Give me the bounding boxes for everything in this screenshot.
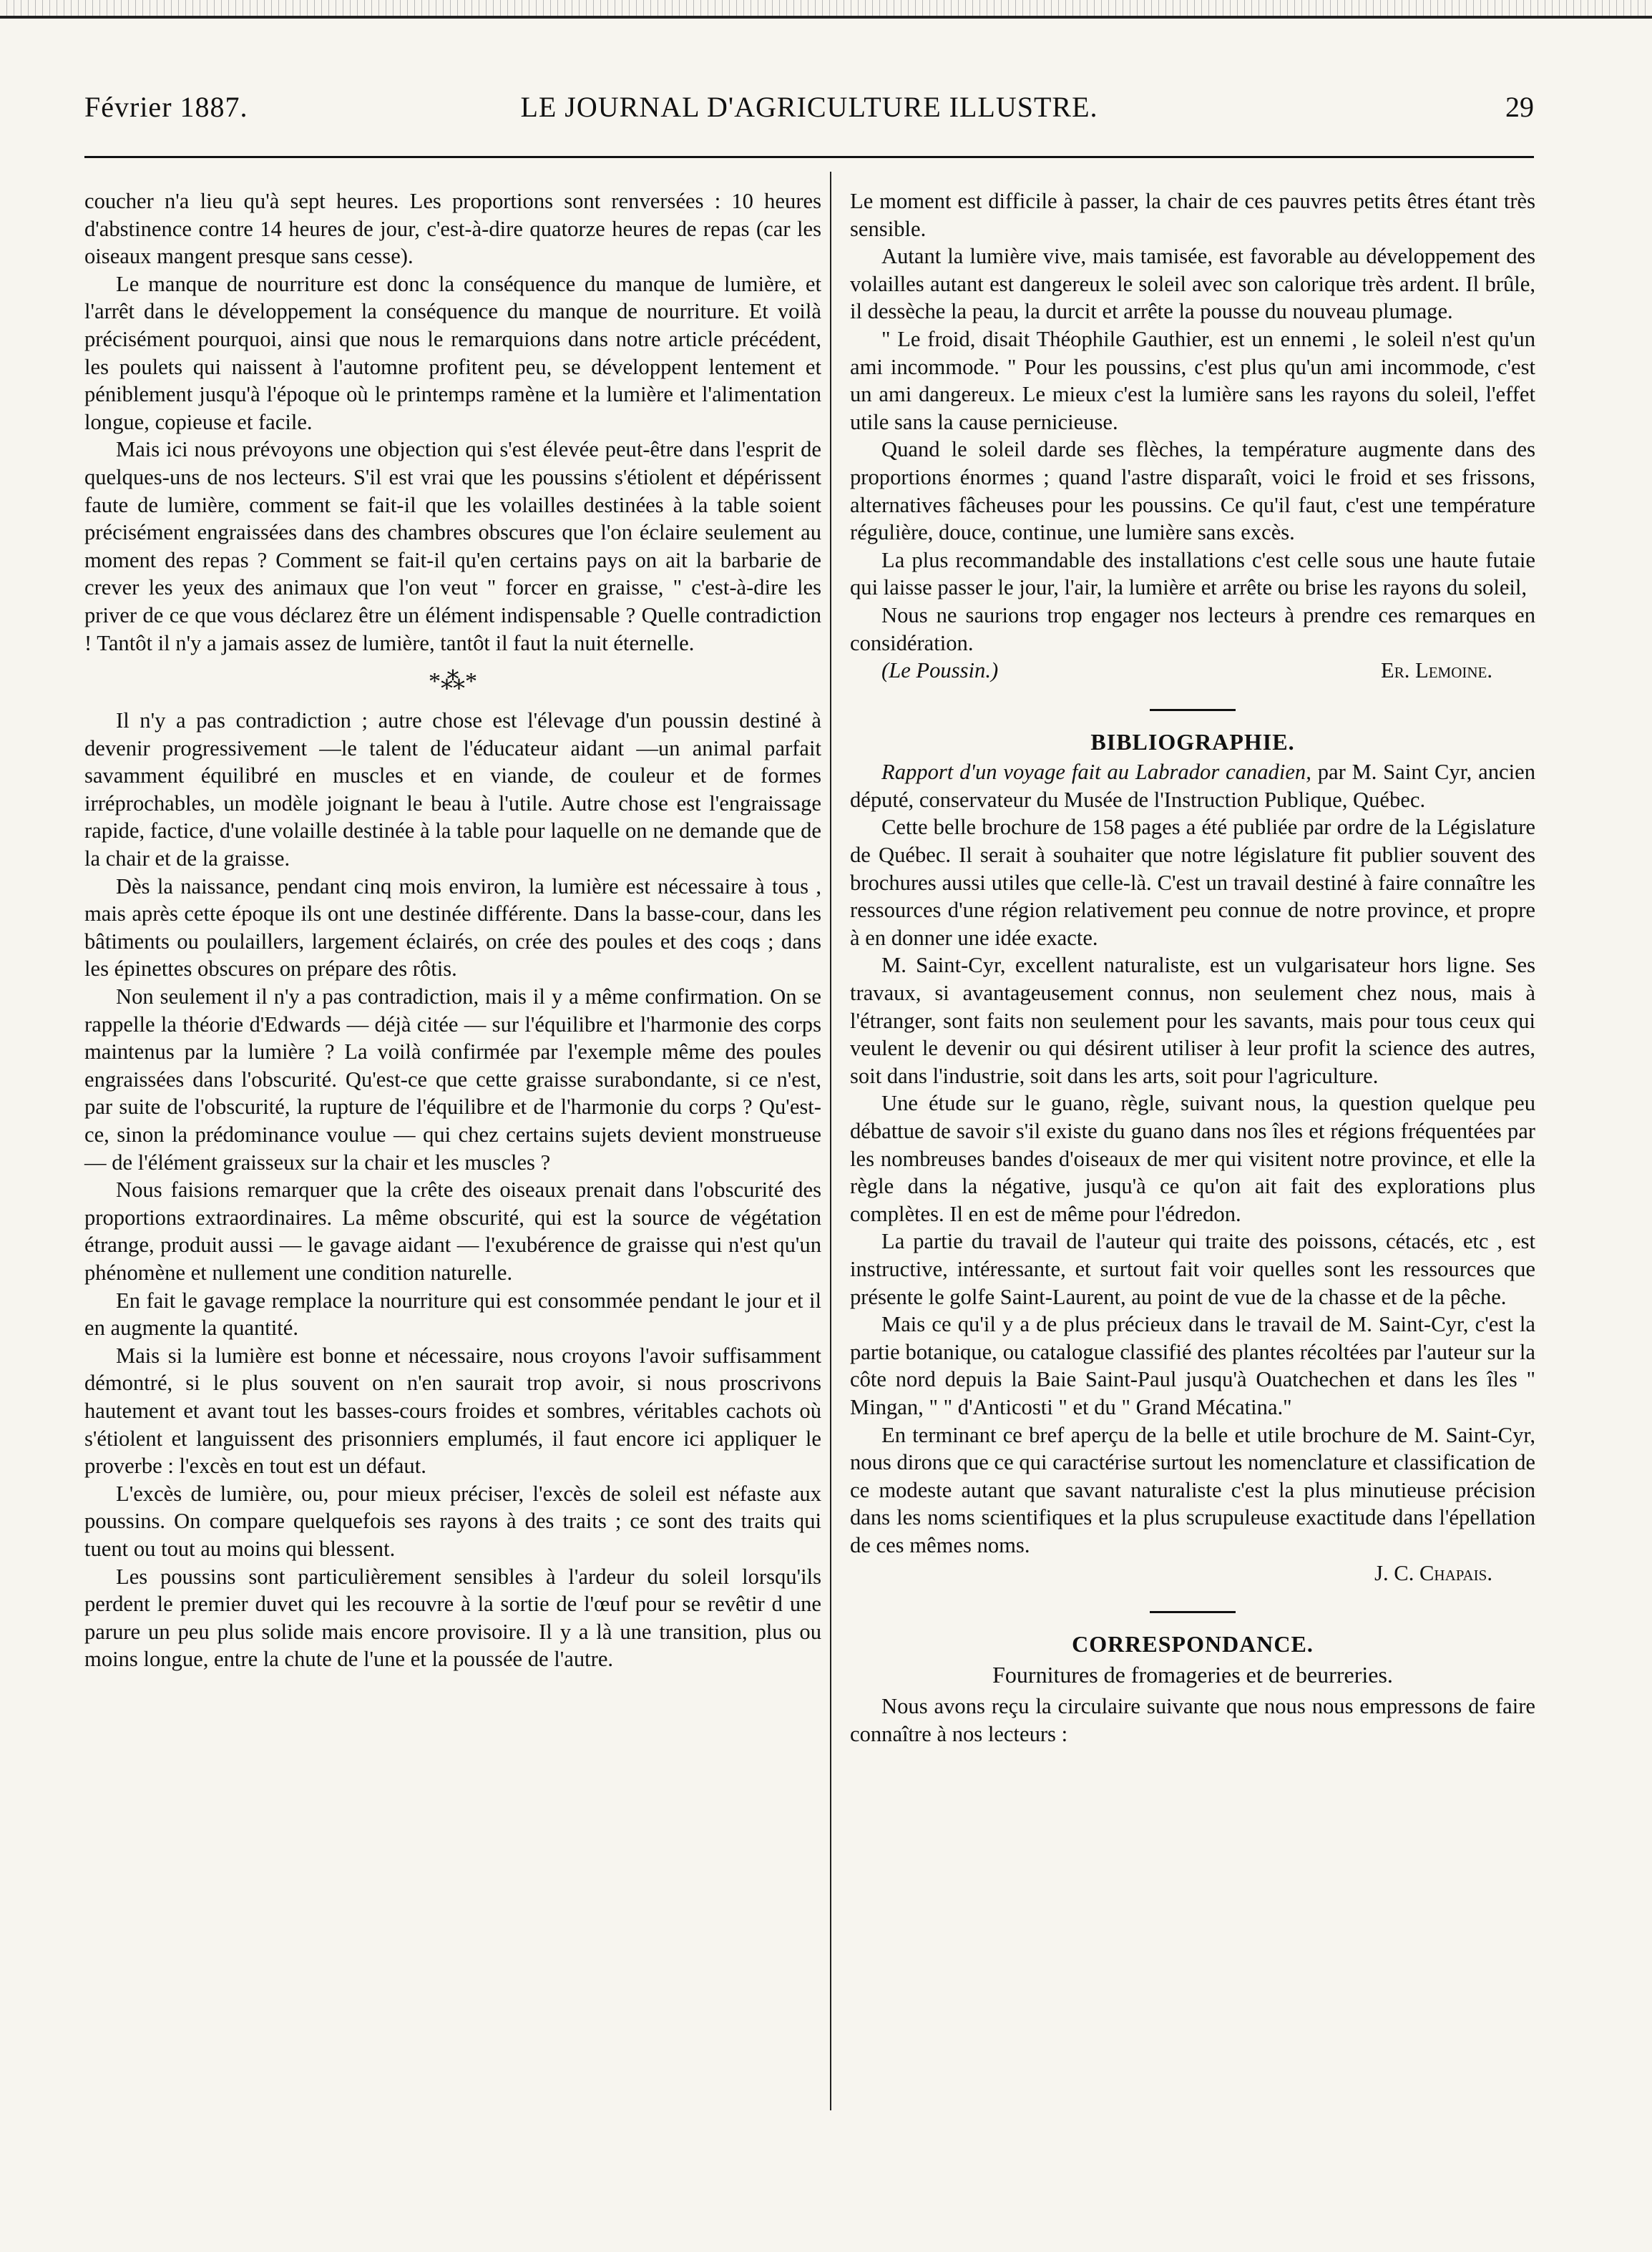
paragraph: Les poussins sont particulièrement sensibles à l'ardeur du soleil lorsqu'ils perdent le premier duvet qui les recouvre à la sortie de l'œuf pour se revêtir d une parure un peu plus solide mais encore provisoire. Il y a là une transition, plus ou moins longue, entre la chute de l'une et la poussée de l'autre. — [84, 1564, 821, 1672]
bibliography-heading: BIBLIOGRAPHIE. — [1090, 728, 1295, 755]
column-divider — [830, 172, 831, 2110]
bibliography-author: J. C. Chapais. — [1374, 1560, 1492, 1585]
bibliography-lead — [850, 758, 1535, 813]
paragraph: Il n'y a pas contradiction ; autre chose est l'élevage d'un poussin destiné à devenir progressivement —le talent de l'éducateur aidant —un animal parfait savamment équilibré en muscles et en viande, de couleur et de formes irréprochables, un modèle joignant le beau à l'utile. Autre chose est l'engraissage rapide, factice, d'une volaille destinée à la table pour laquelle on ne demande que de la chair et de la graisse. — [84, 708, 821, 871]
paragraph: Mais ici nous prévoyons une objection qui s'est élevée peut-être dans l'esprit de quelques-uns de nos lecteurs. S'il est vrai que les poussins s'étiolent et dépérissent faute de lumière, comment se fait-il que les volailles destinées à la table soient précisément engraissées dans des chambres obscures que l'on éclaire seulement au moment des repas ? Comment se fait-il qu'en certains pays on ait la barbarie de crever les yeux des animaux que l'on veut " forcer en graisse, " c'est-à-dire les priver de ce que vous déclarez être un élément indispensable ? Quelle contradiction ! Tantôt il n'y a jamais assez de lumière, tantôt il faut la nuit éternelle. — [84, 437, 821, 655]
correspondance-heading: CORRESPONDANCE. — [1072, 1631, 1314, 1658]
header-rule — [84, 156, 1534, 158]
article-source: (Le Poussin.) — [881, 658, 999, 683]
paragraph: Mais ce qu'il y a de plus précieux dans le travail de M. Saint-Cyr, c'est la partie botanique, ou catalogue classifié des plantes récoltées par l'auteur sur la côte nord depuis la Baie Saint-Paul jusqu'à Ouatchechen et dans les îles " Mingan, " " d'Anticosti " et du " Grand Mécatina." — [850, 1312, 1535, 1419]
article-author: Er. Lemoine. — [1381, 658, 1492, 683]
paragraph: Le moment est difficile à passer, la chair de ces pauvres petits êtres étant très sensible. — [850, 189, 1535, 241]
journal-title: LE JOURNAL D'AGRICULTURE ILLUSTRE. — [520, 91, 1098, 123]
page-number: 29 — [1505, 91, 1534, 123]
section-asterism: *⁂* — [429, 668, 477, 695]
right-column — [850, 187, 1535, 1748]
paragraph: Nous ne saurions trop engager nos lecteurs à prendre ces remarques en considération. — [850, 602, 1535, 655]
paragraph: Le manque de nourriture est donc la conséquence du manque de lumière, et l'arrêt dans le développement la conséquence du manque de nourriture. Et voilà précisément pourquoi, ainsi que nous le remarquions dans notre article précédent, les poulets qui naissent à l'automne profitent peu, se développent lentement et péniblement jusqu'à l'époque où le printemps ramène et la lumière et l'alimentation longue, copieuse et facile. — [84, 271, 821, 434]
correspondance-subtitle: Fournitures de fromageries et de beurreries. — [992, 1661, 1393, 1688]
top-border-rule — [0, 0, 1652, 19]
paragraph: coucher n'a lieu qu'à sept heures. Les proportions sont renversées : 10 heures d'abstinence contre 14 heures de jour, c'est-à-dire quatorze heures de repas (car les oiseaux mangent presque sans cesse). — [84, 189, 821, 269]
paragraph: " Le froid, disait Théophile Gauthier, est un ennemi , le soleil n'est qu'un ami incommode. " Pour les poussins, c'est plus qu'un ami incommode, c'est un ami dangereux. Le mieux c'est la lumière sans les rayons du soleil, l'effet utile sans la cause pernicieuse. — [850, 326, 1535, 434]
paragraph: Mais si la lumière est bonne et nécessaire, nous croyons l'avoir suffisamment démontré, si le plus souvent on n'en saurait trop avoir, si nous proscrivons hautement et avant tout les basses-cours froides et sombres, véritables cachots où s'étiolent et languissent des prisonniers emplumés, il faut encore ici appliquer le proverbe : l'excès en tout est un défaut. — [84, 1343, 821, 1479]
paragraph: Quand le soleil darde ses flèches, la température augmente dans des proportions énormes ; quand l'astre disparaît, voici le froid et ses frissons, alternatives fâcheuses pour les poussins. Ce qu'il faut, c'est une température régulière, douce, continue, une lumière sans excès. — [850, 437, 1535, 545]
paragraph: La partie du travail de l'auteur qui traite des poissons, cétacés, etc , est instructive, intéressante, et surtout fait voir quelles sont les ressources que présente le golfe Saint-Laurent, au point de vue de la chasse et de la pêche. — [850, 1229, 1535, 1309]
paragraph: Une étude sur le guano, règle, suivant nous, la question quelque peu débattue de savoir s'il existe du guano dans nos îles et régions fréquentées par les nombreuses bandes d'oiseaux de mer qui visitent notre province, et elle la règle dans la négative, jusqu'à ce qu'on ait fait des explorations plus complètes. Il en est de même pour l'édredon. — [850, 1091, 1535, 1226]
paragraph: Non seulement il n'y a pas contradiction, mais il y a même confirmation. On se rappelle la théorie d'Edwards — déjà citée — sur l'équilibre et l'harmonie des corps maintenus par la lumière ? La voilà confirmée par l'exemple même des poules engraissées dans l'obscurité. Qu'est-ce que cette graisse surabondante, si ce n'est, par suite de l'obscurité, la rupture de l'équilibre et de l'harmonie du corps ? Qu'est-ce, sinon la prédominance voulue — qui chez certains sujets devient monstrueuse — de l'élément graisseux sur la chair et les muscles ? — [84, 984, 821, 1175]
page-header — [84, 90, 1534, 133]
section-divider — [1150, 1611, 1236, 1613]
paragraph: Dès la naissance, pendant cinq mois environ, la lumière est nécessaire à tous , mais après cette époque ils ont une destinée différente. Dans la basse-cour, dans les bâtiments ou poulaillers, largement éclairés, on crée des poules et des coqs ; dans les épinettes obscures on prépare des rôtis. — [84, 873, 821, 981]
paragraph: En terminant ce bref aperçu de la belle et utile brochure de M. Saint-Cyr, nous dirons que ce qui caractérise surtout les nomenclature et classification de ce modeste autant que savant naturaliste c'est la plus minutieuse précision dans les noms scientifiques et la plus scrupuleuse exactitude dans l'épellation de ces mêmes noms. — [850, 1422, 1535, 1557]
paragraph: Nous faisions remarquer que la crête des oiseaux prenait dans l'obscurité des proportions extraordinaires. La même obscurité, qui est la source de végétation étrange, produit aussi — le gavage aidant — l'exubérence de graisse qui n'est qu'un phénomène et nullement une condition naturelle. — [84, 1178, 821, 1285]
paragraph: La plus recommandable des installations c'est celle sous une haute futaie qui laisse passer le jour, l'air, la lumière et arrête ou brise les rayons du soleil, — [850, 547, 1535, 600]
article-signature — [850, 657, 1535, 685]
paragraph: M. Saint-Cyr, excellent naturaliste, est un vulgarisateur hors ligne. Ses travaux, si avantageusement connus, non seulement chez nous, mais à l'étranger, sont faits non seulement pour les savants, mais pour tous ceux qui veulent le devenir ou qui désirent utiliser à leur profit la science des autres, soit dans l'industrie, soit dans les arts, soit pour l'agriculture. — [850, 953, 1535, 1088]
paragraph: Autant la lumière vive, mais tamisée, est favorable au développement des volailles autant est dangereux le soleil avec son calorique très ardent. Il brûle, il dessèche la peau, la durcit et arrête la pousse du nouveau plumage. — [850, 244, 1535, 324]
report-title: Rapport d'un voyage fait au Labrador canadien, — [881, 760, 1311, 785]
section-divider — [1150, 709, 1236, 711]
paragraph: L'excès de lumière, ou, pour mieux préciser, l'excès de soleil est néfaste aux poussins. On compare quelquefois ses rayons à des traits ; ce sont des traits qui tuent ou tout au moins qui blessent. — [84, 1481, 821, 1561]
paragraph: Cette belle brochure de 158 pages a été publiée par ordre de la Législature de Québec. Il serait à souhaiter que notre législature fit publier souvent des brochures aussi utiles que celle-là. C'est un travail destiné à faire connaître les ressources d'une région relativement peu connue de notre province, et propre à en donner une idée exacte. — [850, 815, 1535, 950]
report-details: par M. Saint Cyr, ancien député, conservateur du Musée de l'Instruction Publique, Québec. — [850, 760, 1535, 812]
paragraph: En fait le gavage remplace la nourriture qui est consommée pendant le jour et il en augmente la quantité. — [84, 1288, 821, 1341]
issue-date: Février 1887. — [84, 91, 248, 123]
paragraph: Nous avons reçu la circulaire suivante que nous nous empressons de faire connaître à nos lecteurs : — [850, 1694, 1535, 1746]
left-column — [84, 187, 821, 1673]
